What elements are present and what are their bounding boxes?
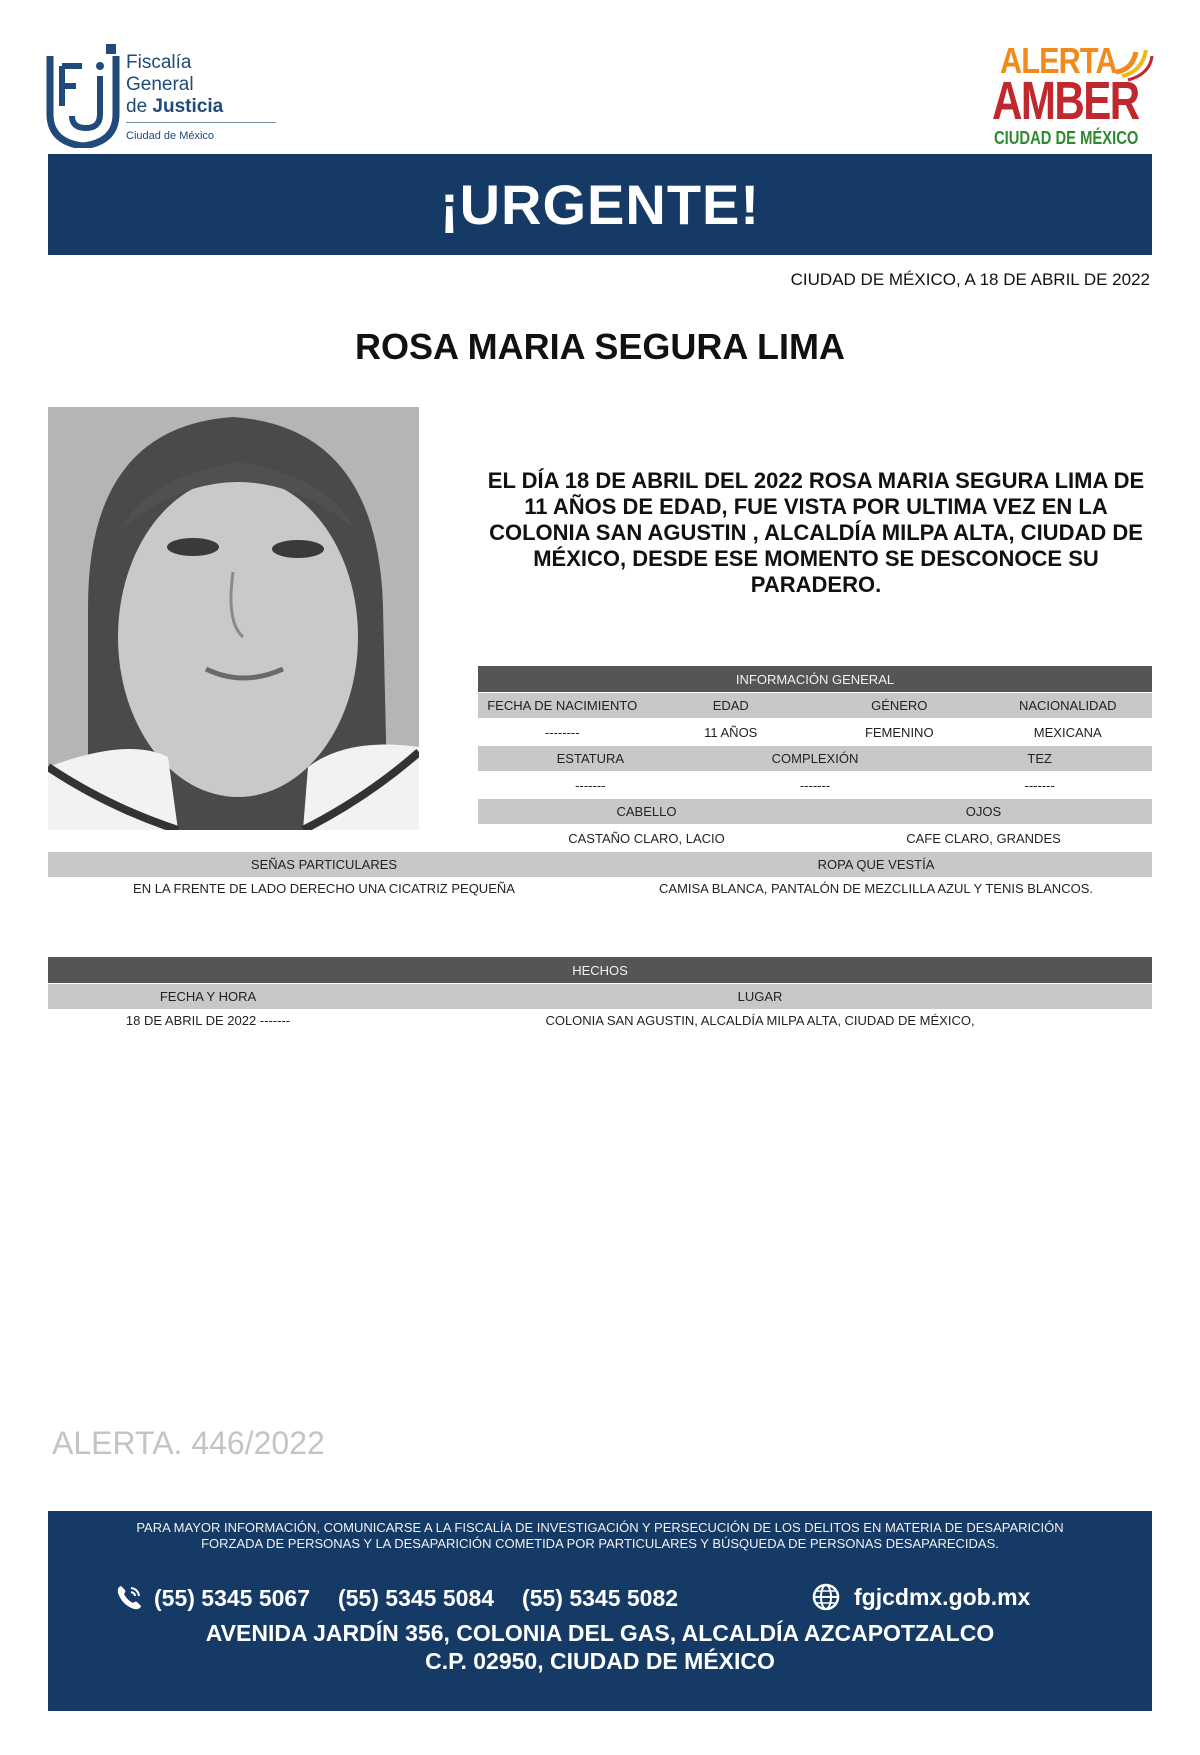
phone-list: [114, 1583, 706, 1613]
fgj-line-justicia: Justicia: [152, 96, 224, 117]
fgj-divider: [126, 122, 276, 123]
missing-person-photo: [48, 407, 419, 830]
value-ropa: CAMISA BLANCA, PANTALÓN DE MEZCLILLA AZUL Y TENIS BLANCOS.: [659, 880, 1093, 896]
hechos-title: HECHOS: [572, 962, 628, 978]
header-genero: GÉNERO: [871, 698, 928, 713]
value-senas-particulares: EN LA FRENTE DE LADO DERECHO UNA CICATRIZ PEQUEÑA: [133, 880, 515, 896]
header-estatura: ESTATURA: [556, 751, 625, 766]
amber-alerta-text: ALERTA: [1000, 40, 1117, 81]
alert-number: ALERTA. 446/2022: [52, 1425, 325, 1461]
general-info-header-row-2: [478, 746, 1152, 771]
amber-cdmx-text: CIUDAD DE MÉXICO: [994, 128, 1139, 148]
website: [810, 1581, 1030, 1613]
general-info-header-row-3: [478, 799, 1152, 824]
value-edad: 11 AÑOS: [704, 725, 758, 740]
hechos-title-row: [48, 957, 1152, 983]
value-estatura: -------: [575, 778, 606, 793]
incident-description: EL DÍA 18 DE ABRIL DEL 2022 ROSA MARIA SEGURA LIMA DE 11 AÑOS DE EDAD, FUE VISTA POR ULTIMA VEZ EN LA COLONIA SAN AGUSTIN , ALCALDÍA MILPA ALTA, CIUDAD DE MÉXICO, DESDE ESE MOMENTO SE DESCONOCE SU PARADERO.: [487, 468, 1145, 597]
value-fecha-hora: 18 DE ABRIL DE 2022 -------: [125, 1012, 291, 1028]
hechos-value-row: [48, 1009, 1152, 1031]
header-tez: TEZ: [1027, 751, 1052, 766]
globe-icon: [810, 1581, 844, 1613]
general-info-value-row-4: [48, 877, 1152, 899]
fgj-emblem-icon: [46, 44, 120, 148]
value-lugar: COLONIA SAN AGUSTIN, ALCALDÍA MILPA ALTA, CIUDAD DE MÉXICO,: [545, 1012, 975, 1028]
header-fecha-nacimiento: FECHA DE NACIMIENTO: [487, 698, 638, 713]
phone-icon: [114, 1583, 144, 1613]
general-info-header-row-1: [478, 693, 1152, 718]
fgj-line-de: de: [126, 96, 153, 117]
general-info-header-row-4: [48, 852, 1152, 877]
header-fecha-hora: FECHA Y HORA: [159, 989, 257, 1004]
general-info-value-row-2: [478, 772, 1152, 799]
phone-number-3[interactable]: (55) 5345 5082: [522, 1584, 679, 1611]
hechos-header-row: [48, 984, 1152, 1009]
phone-number-2[interactable]: (55) 5345 5084: [338, 1584, 495, 1611]
header-ojos: OJOS: [965, 804, 1002, 819]
general-info-title: INFORMACIÓN GENERAL: [735, 671, 895, 687]
value-tez: -------: [1024, 778, 1055, 793]
header-nacionalidad: NACIONALIDAD: [1018, 698, 1117, 713]
amber-amber-text: AMBER: [992, 71, 1139, 131]
general-info-value-row-1: [478, 719, 1152, 746]
address-line-2: C.P. 02950, CIUDAD DE MÉXICO: [425, 1648, 775, 1674]
urgent-banner: [48, 154, 1152, 255]
phone-number-1[interactable]: (55) 5345 5067: [154, 1584, 311, 1611]
website-link[interactable]: fgjcdmx.gob.mx: [854, 1583, 1031, 1610]
header-senas-particulares: SEÑAS PARTICULARES: [250, 857, 398, 872]
footer-info-line-1: PARA MAYOR INFORMACIÓN, COMUNICARSE A LA FISCALÍA DE INVESTIGACIÓN Y PERSECUCIÓN DE LOS DELITOS EN MATERIA DE DESAPARICIÓN: [136, 1520, 1064, 1535]
value-nacionalidad: MEXICANA: [1033, 725, 1102, 740]
fgj-line-fiscalia: Fiscalía: [126, 52, 192, 73]
value-genero: FEMENINO: [864, 725, 934, 740]
fgj-logo: [46, 44, 246, 148]
value-complexion: -------: [799, 778, 831, 793]
general-info-title-row: [478, 666, 1152, 692]
header-lugar: LUGAR: [737, 989, 783, 1004]
footer-info: [48, 1520, 1152, 1552]
header-edad: EDAD: [712, 698, 749, 713]
fgj-subtitle: Ciudad de México: [126, 130, 215, 142]
header-cabello: CABELLO: [616, 804, 677, 819]
header-ropa: ROPA QUE VESTÍA: [817, 857, 935, 872]
portrait-image: [48, 407, 419, 830]
person-name: ROSA MARIA SEGURA LIMA: [355, 326, 845, 367]
address-line-1: AVENIDA JARDÍN 356, COLONIA DEL GAS, ALCALDÍA AZCAPOTZALCO: [205, 1620, 995, 1646]
value-fecha-nacimiento: --------: [544, 725, 580, 740]
urgent-title: ¡URGENTE!: [439, 173, 761, 236]
value-ojos: CAFE CLARO, GRANDES: [906, 831, 1061, 846]
footer-info-line-2: FORZADA DE PERSONAS Y LA DESAPARICIÓN COMETIDA POR PARTICULARES Y BÚSQUEDA DE PERSONAS DESAPARECIDAS.: [201, 1536, 999, 1551]
fgj-line-general: General: [126, 74, 194, 95]
alerta-amber-logo: [992, 40, 1152, 150]
header-complexion: COMPLEXIÓN: [771, 751, 859, 766]
value-cabello: CASTAÑO CLARO, LACIO: [568, 831, 725, 846]
date-line: CIUDAD DE MÉXICO, A 18 DE ABRIL DE 2022: [790, 270, 1150, 289]
general-info-value-row-3: [478, 825, 1152, 852]
contact-footer: [48, 1511, 1152, 1711]
